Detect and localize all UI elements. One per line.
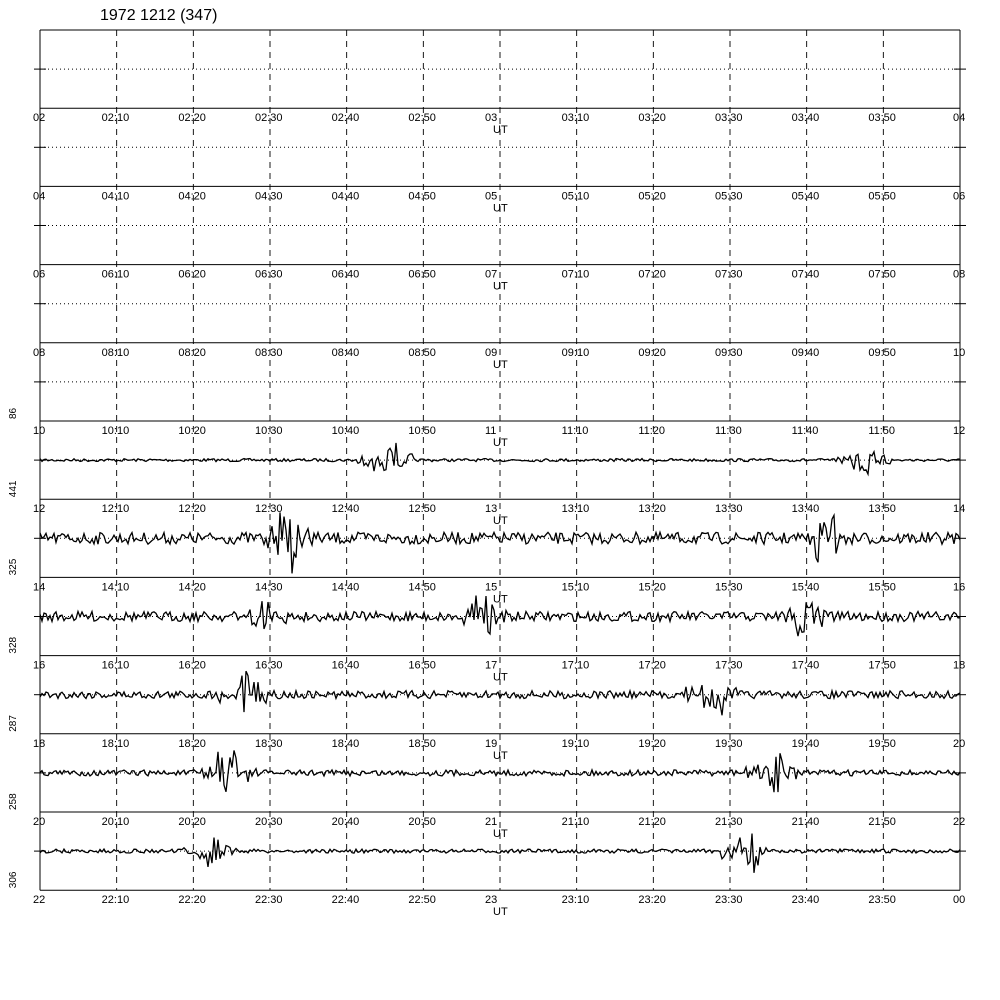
tick-labels: [8, 112, 965, 918]
row-side-label: 258: [8, 793, 19, 810]
unit-label: UT: [493, 828, 508, 840]
time-tick-label: 10:30: [255, 425, 283, 437]
time-tick-label: 20:30: [255, 816, 283, 828]
time-tick-label: 22:40: [331, 894, 360, 907]
time-tick-label: 05:40: [791, 190, 820, 203]
unit-label: UT: [493, 124, 508, 137]
time-tick-label: 21: [485, 816, 498, 828]
time-tick-label: 07: [485, 268, 498, 281]
time-tick-label: 13:30: [715, 503, 743, 516]
time-tick-label: 22:20: [178, 894, 206, 907]
time-tick-label: 09:10: [561, 346, 590, 359]
time-tick-label: 02:50: [408, 112, 436, 125]
time-tick-label: 23:50: [868, 894, 896, 907]
time-tick-label: 16: [33, 659, 46, 672]
time-tick-label: 13:10: [561, 503, 590, 516]
time-tick-label: 16:50: [408, 659, 436, 672]
time-tick-label: 20:40: [331, 816, 360, 828]
time-tick-label: 22:30: [255, 894, 283, 907]
time-tick-label: 18:20: [178, 737, 206, 750]
time-tick-label: 08:20: [178, 346, 206, 359]
time-tick-label: 14:30: [255, 581, 283, 594]
time-tick-label: 06:10: [101, 268, 130, 281]
time-tick-label: 07:40: [791, 268, 820, 281]
time-tick-label: 06:40: [331, 268, 360, 281]
time-tick-label: 13: [485, 503, 498, 516]
time-tick-label: 10: [953, 346, 966, 359]
time-tick-label: 03:30: [715, 112, 743, 125]
time-tick-label: 19:30: [715, 737, 743, 750]
time-tick-label: 23:40: [791, 894, 820, 907]
time-tick-label: 03:20: [638, 112, 666, 125]
unit-label: UT: [493, 906, 508, 919]
time-tick-label: 17:40: [791, 659, 820, 672]
time-tick-label: 17:50: [868, 659, 896, 672]
time-tick-label: 11:50: [868, 425, 896, 437]
time-tick-label: 08:10: [101, 346, 130, 359]
time-tick-label: 07:10: [561, 268, 590, 281]
time-tick-label: 15: [485, 581, 498, 594]
time-tick-label: 15:50: [868, 581, 896, 594]
time-tick-label: 16:20: [178, 659, 206, 672]
time-tick-label: 20:10: [101, 816, 130, 828]
time-tick-label: 08: [953, 268, 966, 281]
time-tick-label: 07:30: [715, 268, 743, 281]
unit-label: UT: [493, 202, 508, 215]
time-tick-label: 04:50: [408, 190, 436, 203]
time-tick-label: 21:30: [715, 816, 743, 828]
unit-label: UT: [493, 358, 508, 371]
time-tick-label: 17:10: [561, 659, 590, 672]
time-tick-label: 09:40: [791, 346, 820, 359]
time-tick-label: 09: [485, 346, 498, 359]
time-tick-label: 04:40: [331, 190, 360, 203]
time-tick-label: 12:10: [101, 503, 130, 516]
time-tick-label: 07:50: [868, 268, 896, 281]
time-tick-label: 18:40: [331, 737, 360, 750]
time-tick-label: 18:30: [255, 737, 283, 750]
time-tick-label: 12:50: [408, 503, 436, 516]
time-tick-label: 14: [953, 503, 966, 516]
time-tick-label: 06: [953, 190, 966, 203]
time-tick-label: 06:30: [255, 268, 283, 281]
time-tick-label: 21:10: [561, 816, 590, 828]
time-tick-label: 08:50: [408, 346, 436, 359]
time-tick-label: 19:20: [638, 737, 666, 750]
time-tick-label: 04:30: [255, 190, 283, 203]
time-tick-label: 17: [485, 659, 498, 672]
time-tick-label: 15:20: [638, 581, 666, 594]
time-tick-label: 18:50: [408, 737, 436, 750]
time-tick-label: 03:40: [791, 112, 820, 125]
time-tick-label: 05: [485, 190, 498, 203]
time-tick-label: 11:30: [715, 425, 742, 437]
time-tick-label: 22: [953, 816, 966, 828]
time-tick-label: 23:20: [638, 894, 666, 907]
time-tick-label: 10:40: [331, 425, 360, 437]
unit-label: UT: [493, 749, 508, 762]
time-tick-label: 08: [33, 346, 46, 359]
time-tick-label: 04: [953, 112, 966, 125]
unit-label: UT: [493, 593, 508, 606]
time-tick-label: 15:30: [715, 581, 743, 594]
time-tick-label: 20: [953, 737, 966, 750]
time-tick-label: 05:20: [638, 190, 666, 203]
time-tick-label: 04:10: [101, 190, 130, 203]
row-side-label: 306: [8, 871, 19, 889]
time-tick-label: 16:30: [255, 659, 283, 672]
time-tick-label: 03:50: [868, 112, 896, 125]
time-tick-label: 22: [33, 894, 46, 907]
time-tick-label: 18:10: [101, 737, 130, 750]
time-tick-label: 14:10: [101, 581, 130, 594]
time-tick-label: 03: [485, 112, 498, 125]
time-tick-label: 21:40: [791, 816, 820, 828]
time-tick-label: 08:30: [255, 346, 283, 359]
time-tick-label: 13:50: [868, 503, 896, 516]
time-tick-label: 18: [33, 737, 46, 750]
time-tick-label: 19:40: [791, 737, 820, 750]
time-tick-label: 12:40: [331, 503, 360, 516]
time-tick-label: 04: [33, 190, 46, 203]
unit-label: UT: [493, 437, 508, 449]
time-tick-label: 14:20: [178, 581, 206, 594]
row-side-label: 328: [8, 636, 19, 654]
time-tick-label: 14:40: [331, 581, 360, 594]
time-tick-label: 10: [33, 425, 46, 437]
time-tick-label: 23: [485, 894, 498, 907]
time-tick-label: 02:30: [255, 112, 283, 125]
time-tick-label: 02: [33, 112, 46, 125]
time-tick-label: 14:50: [408, 581, 436, 594]
time-tick-label: 16:10: [101, 659, 130, 672]
time-tick-label: 10:20: [178, 425, 206, 437]
time-tick-label: 11:10: [561, 425, 589, 437]
time-tick-label: 06:20: [178, 268, 206, 281]
time-tick-label: 11:20: [638, 425, 666, 437]
time-tick-label: 14: [33, 581, 46, 594]
time-tick-label: 18: [953, 659, 966, 672]
time-tick-label: 10:50: [408, 425, 436, 437]
time-tick-label: 00: [953, 894, 966, 907]
time-tick-label: 05:50: [868, 190, 896, 203]
time-tick-label: 07:20: [638, 268, 666, 281]
time-tick-label: 22:50: [408, 894, 436, 907]
time-tick-label: 12: [953, 425, 966, 437]
time-tick-label: 19: [485, 737, 498, 750]
time-tick-label: 23:30: [715, 894, 743, 907]
time-tick-label: 02:20: [178, 112, 206, 125]
time-tick-label: 20:50: [408, 816, 436, 828]
unit-label: UT: [493, 515, 508, 528]
time-tick-label: 16:40: [331, 659, 360, 672]
time-tick-label: 04:20: [178, 190, 206, 203]
time-tick-label: 15:10: [561, 581, 590, 594]
unit-label: UT: [493, 671, 508, 684]
time-tick-label: 13:20: [638, 503, 666, 516]
row-side-label: 441: [8, 480, 19, 498]
time-tick-label: 06:50: [408, 268, 436, 281]
time-tick-label: 02:40: [331, 112, 360, 125]
row-side-label: 86: [8, 407, 19, 419]
time-tick-label: 09:30: [715, 346, 743, 359]
time-tick-label: 17:30: [715, 659, 743, 672]
time-tick-label: 09:20: [638, 346, 666, 359]
time-tick-label: 22:10: [101, 894, 130, 907]
time-tick-label: 10:10: [101, 425, 130, 437]
time-tick-label: 11: [485, 425, 497, 437]
row-side-label: 325: [8, 558, 19, 576]
time-tick-label: 09:50: [868, 346, 896, 359]
time-tick-label: 02:10: [101, 112, 130, 125]
row-side-label: 287: [8, 715, 19, 732]
time-tick-label: 17:20: [638, 659, 666, 672]
time-tick-label: 03:10: [561, 112, 590, 125]
time-tick-label: 23:10: [561, 894, 590, 907]
time-tick-label: 21:20: [638, 816, 666, 828]
time-tick-label: 20:20: [178, 816, 206, 828]
time-tick-label: 12: [33, 503, 46, 516]
chart-title: 1972 1212 (347): [100, 7, 218, 24]
time-tick-label: 05:30: [715, 190, 743, 203]
time-tick-label: 13:40: [791, 503, 820, 516]
time-tick-label: 12:20: [178, 503, 206, 516]
time-tick-label: 19:10: [561, 737, 590, 750]
time-tick-label: 06: [33, 268, 46, 281]
time-tick-label: 12:30: [255, 503, 283, 516]
time-tick-label: 21:50: [868, 816, 896, 828]
time-tick-label: 05:10: [561, 190, 590, 203]
time-tick-label: 20: [33, 816, 46, 828]
time-tick-label: 16: [953, 581, 966, 594]
time-tick-label: 15:40: [791, 581, 820, 594]
time-tick-label: 11:40: [791, 425, 819, 437]
unit-label: UT: [493, 280, 508, 293]
time-tick-label: 19:50: [868, 737, 896, 750]
time-tick-label: 08:40: [331, 346, 360, 359]
